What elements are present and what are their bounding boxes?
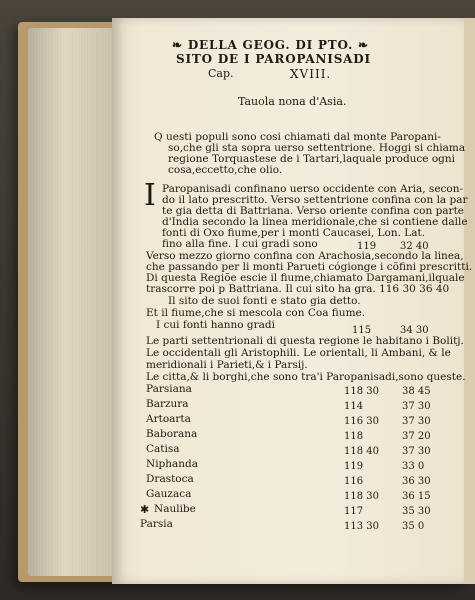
coordinate-latitude: 34 30 — [400, 325, 429, 336]
paragraph-line: Di questa Regiõe escie il fiume,chiamato Dargamani,ilquale — [146, 272, 465, 284]
tavola-heading: Tauola nona d'Asia. — [238, 95, 347, 108]
city-longitude: 118 30 — [344, 386, 379, 397]
chapter-label: Cap. — [208, 67, 234, 80]
paragraph-line: Verso mezzo giorno confina con Arachosia,secondo la linea, — [146, 250, 464, 262]
intro-line: cosa,eccetto,che olio. — [168, 164, 283, 176]
intro-line: so,che gli sta sopra uerso settentrione. Hoggi si chiama — [168, 142, 466, 154]
paragraph-line: Et il fiume,che si mescola con Coa fiume. — [146, 307, 366, 319]
city-latitude: 36 30 — [402, 476, 431, 487]
city-latitude: 37 30 — [402, 416, 431, 427]
coordinate-longitude: 119 — [357, 241, 377, 252]
city-longitude: 118 — [344, 431, 364, 442]
city-longitude: 116 — [344, 476, 364, 487]
city-name: Gauzaca — [146, 488, 192, 500]
city-name: Artoarta — [146, 413, 191, 425]
paragraph-line: I cui fonti hanno gradi — [156, 319, 275, 331]
city-latitude: 37 30 — [402, 446, 431, 457]
city-latitude: 35 0 — [402, 521, 425, 532]
city-latitude: 36 15 — [402, 491, 431, 502]
chapter-number: XVIII. — [290, 67, 332, 81]
city-latitude: 35 30 — [402, 506, 431, 517]
running-title — [172, 38, 369, 52]
paragraph-line: trascorre poi p Battriana. Il cui sito ha gra. 116 30 36 40 — [146, 283, 450, 295]
coordinate-latitude: 32 40 — [400, 241, 429, 252]
page-edges-shade — [28, 28, 123, 576]
city-latitude: 37 30 — [402, 401, 431, 412]
city-latitude: 33 0 — [402, 461, 425, 472]
paragraph-line: meridionali i Parieti,& i Parsij. — [146, 359, 308, 371]
drop-cap: I — [144, 178, 156, 213]
city-longitude: 113 30 — [344, 521, 379, 532]
city-name: Drastoca — [146, 473, 194, 485]
city-longitude: 118 30 — [344, 491, 379, 502]
city-latitude: 38 45 — [402, 386, 431, 397]
paragraph-line: te gia detta di Battriana. Verso oriente confina con parte — [162, 205, 464, 217]
city-name: Baborana — [146, 428, 198, 440]
paragraph-line: che passando per li monti Parueti cógionge i cõfini prescritti. — [146, 261, 473, 273]
intro-line: Q uesti populi sono cosi chiamati dal monte Paropani- — [154, 131, 441, 143]
fleuron-icon: ❧ — [353, 38, 369, 52]
city-longitude: 116 30 — [344, 416, 379, 427]
asterisk-icon: ✱ — [140, 503, 150, 516]
intro-line: regione Torquastese de i Tartari,laquale produce ogni — [168, 153, 456, 165]
chapter-title: SITO DE I PAROPANISADI — [176, 52, 371, 66]
paragraph-line: fonti di Oxo fiume,per i monti Caucasei, Lon. Lat. — [162, 227, 426, 239]
city-name: Naulibe — [154, 503, 196, 515]
paragraph-line: Paropanisadi confinano uerso occidente con Aria, secon- — [162, 183, 464, 195]
book-page — [112, 18, 473, 584]
city-name: Parsia — [140, 518, 173, 530]
paragraph-line: Le citta,& li borghi,che sono tra'i Paropanisadi,sono queste. — [146, 371, 466, 383]
paragraph-line: Le parti settentrionali di questa regione le habitano i Bolitj. — [146, 335, 464, 347]
city-longitude: 119 — [344, 461, 364, 472]
city-longitude: 117 — [344, 506, 364, 517]
city-name: Niphanda — [146, 458, 199, 470]
paragraph-line: Le occidentali gli Aristophili. Le orientali, li Ambani, & le — [146, 347, 451, 359]
fleuron-icon: ❧ — [172, 38, 188, 52]
city-latitude: 37 20 — [402, 431, 431, 442]
paragraph-line: fino alla fine. I cui gradi sono — [162, 238, 318, 250]
coordinate-longitude: 115 — [352, 325, 372, 336]
paragraph-line: Il sito de suoi fonti e stato gia detto. — [168, 295, 361, 307]
city-name: Catisa — [146, 443, 180, 455]
paragraph-line: d'India secondo la linea meridionale,che si contiene dalle — [162, 216, 468, 228]
city-name: Barzura — [146, 398, 189, 410]
city-longitude: 114 — [344, 401, 364, 412]
running-title-text: DELLA GEOG. DI PTO. — [187, 38, 354, 52]
city-longitude: 118 40 — [344, 446, 379, 457]
paragraph-line: do il lato prescritto. Verso settentrione confina con la par — [162, 194, 468, 206]
city-name: Parsiana — [146, 383, 192, 395]
